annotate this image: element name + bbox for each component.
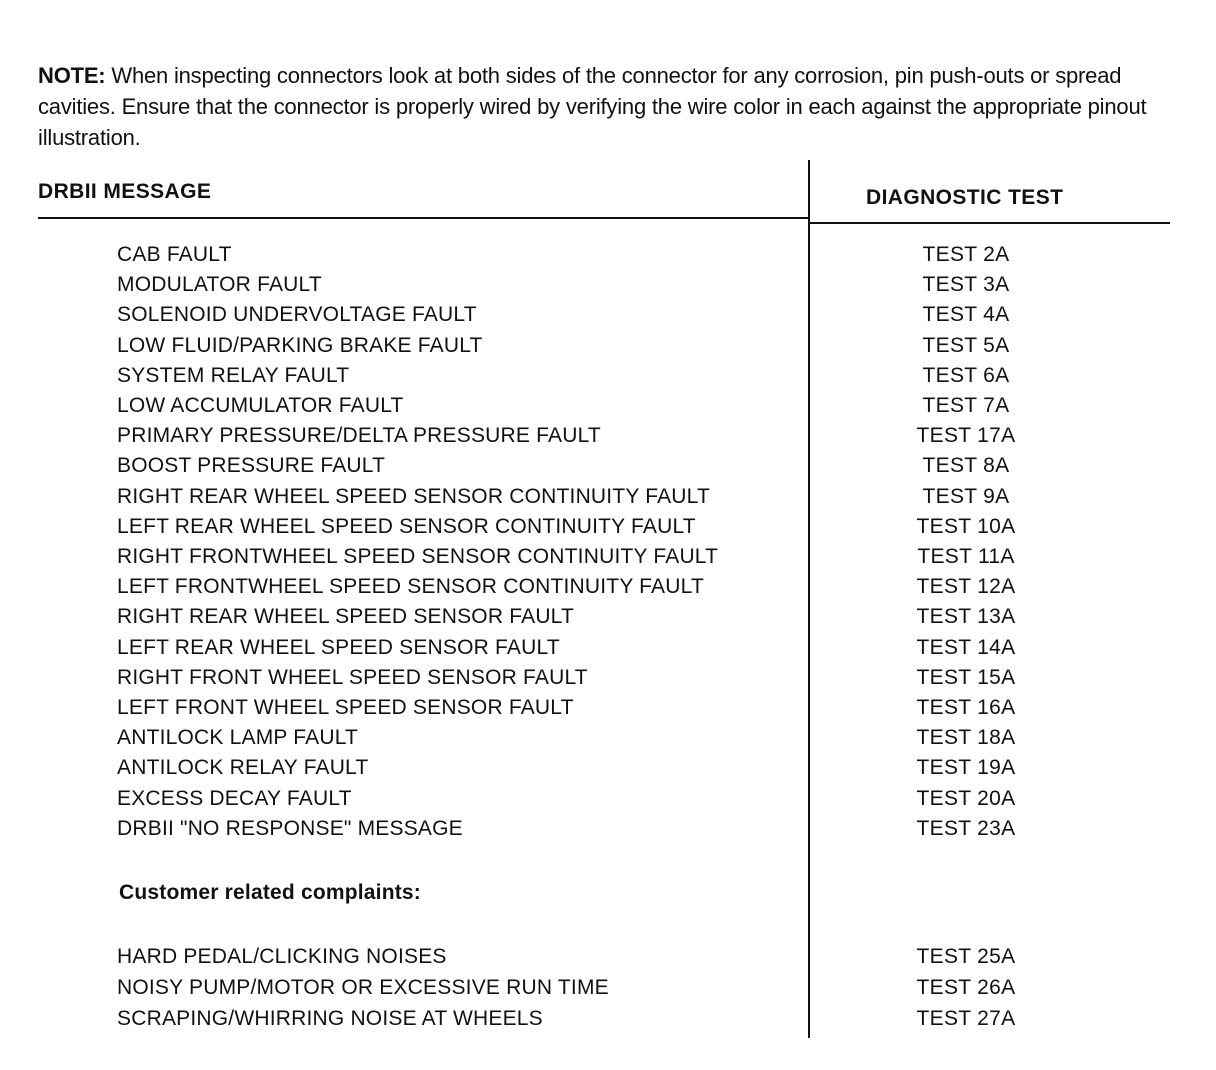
drbii-message-header: DRBII MESSAGE	[38, 180, 212, 203]
test-label: TEST 5A	[922, 333, 1010, 357]
message-text: NOISY PUMP/MOTOR OR EXCESSIVE RUN TIME	[117, 976, 609, 999]
table-row	[0, 942, 1216, 972]
test-label: TEST 27A	[916, 1007, 1016, 1030]
table-row	[0, 693, 1216, 723]
message-text: RIGHT FRONT WHEEL SPEED SENSOR FAULT	[117, 665, 588, 689]
message-text: LOW ACCUMULATOR FAULT	[117, 394, 404, 417]
table-row	[0, 784, 1216, 814]
table-row	[0, 421, 1216, 451]
table-row	[0, 663, 1216, 693]
test-label: TEST 9A	[922, 484, 1010, 508]
test-label: TEST 11A	[917, 545, 1015, 568]
customer-complaints-heading: Customer related complaints:	[119, 881, 421, 904]
test-label: TEST 6A	[922, 363, 1010, 387]
header-rule-left	[38, 217, 810, 219]
table-row	[0, 1004, 1216, 1034]
table-row	[0, 482, 1216, 512]
table-row	[0, 300, 1216, 330]
message-text: RIGHT REAR WHEEL SPEED SENSOR CONTINUITY FAULT	[117, 484, 711, 508]
message-text: LEFT FRONT WHEEL SPEED SENSOR FAULT	[117, 696, 574, 719]
test-label: TEST 20A	[916, 786, 1016, 810]
message-text: DRBII "NO RESPONSE" MESSAGE	[117, 816, 463, 840]
test-label: TEST 8A	[922, 454, 1010, 478]
message-text: SOLENOID UNDERVOLTAGE FAULT	[117, 303, 477, 327]
table-row	[0, 973, 1216, 1003]
table-row	[0, 240, 1216, 270]
test-label: TEST 13A	[916, 605, 1016, 629]
note-label: NOTE:	[38, 63, 106, 88]
message-text: LEFT REAR WHEEL SPEED SENSOR FAULT	[117, 635, 560, 659]
message-text: BOOST PRESSURE FAULT	[117, 454, 386, 478]
table-row	[0, 814, 1216, 844]
test-label: TEST 10A	[916, 514, 1016, 538]
table-row	[0, 723, 1216, 753]
test-label: TEST 12A	[916, 575, 1016, 599]
test-label: TEST 4A	[922, 303, 1010, 327]
test-label: TEST 25A	[916, 945, 1016, 968]
message-text: ANTILOCK LAMP FAULT	[117, 726, 359, 750]
message-text: HARD PEDAL/CLICKING NOISES	[117, 945, 447, 968]
test-label: TEST 3A	[922, 273, 1010, 297]
test-label: TEST 23A	[916, 816, 1016, 840]
test-label: TEST 14A	[916, 635, 1016, 659]
message-text: EXCESS DECAY FAULT	[117, 786, 352, 810]
message-text: CAB FAULT	[117, 243, 232, 266]
note-text: When inspecting connectors look at both sides of the connector for any corrosion, pin push-outs or spread cavities. Ensure that the connector is properly wired by verifying the wire color in each against the appropriate pinout illustration.	[38, 63, 1147, 150]
test-label: TEST 18A	[916, 726, 1016, 750]
message-text: RIGHT FRONTWHEEL SPEED SENSOR CONTINUITY FAULT	[117, 545, 719, 568]
test-label: TEST 26A	[916, 976, 1016, 999]
test-label: TEST 16A	[916, 696, 1016, 719]
message-text: LEFT REAR WHEEL SPEED SENSOR CONTINUITY FAULT	[117, 514, 696, 538]
table-row	[0, 542, 1216, 572]
header-rule-right	[810, 222, 1170, 224]
table-row	[0, 391, 1216, 421]
test-label: TEST 7A	[922, 394, 1010, 417]
test-label: TEST 15A	[916, 665, 1016, 689]
table-row	[0, 512, 1216, 542]
message-text: SCRAPING/WHIRRING NOISE AT WHEELS	[117, 1007, 543, 1030]
table-row	[0, 602, 1216, 632]
table-row	[0, 451, 1216, 481]
test-label: TEST 2A	[922, 243, 1010, 266]
message-text: RIGHT REAR WHEEL SPEED SENSOR FAULT	[117, 605, 575, 629]
table-row	[0, 361, 1216, 391]
message-text: MODULATOR FAULT	[117, 273, 322, 297]
table-row	[0, 331, 1216, 361]
diagnostic-test-header: DIAGNOSTIC TEST	[866, 186, 1064, 209]
table-row	[0, 753, 1216, 783]
message-text: ANTILOCK RELAY FAULT	[117, 756, 369, 780]
message-text: LEFT FRONTWHEEL SPEED SENSOR CONTINUITY FAULT	[117, 575, 704, 599]
message-text: PRIMARY PRESSURE/DELTA PRESSURE FAULT	[117, 424, 601, 448]
table-row	[0, 633, 1216, 663]
test-label: TEST 19A	[916, 756, 1016, 780]
message-text: SYSTEM RELAY FAULT	[117, 363, 350, 387]
table-row	[0, 270, 1216, 300]
test-label: TEST 17A	[916, 424, 1016, 448]
table-row	[0, 572, 1216, 602]
message-text: LOW FLUID/PARKING BRAKE FAULT	[117, 333, 483, 357]
note-paragraph	[38, 60, 1188, 153]
